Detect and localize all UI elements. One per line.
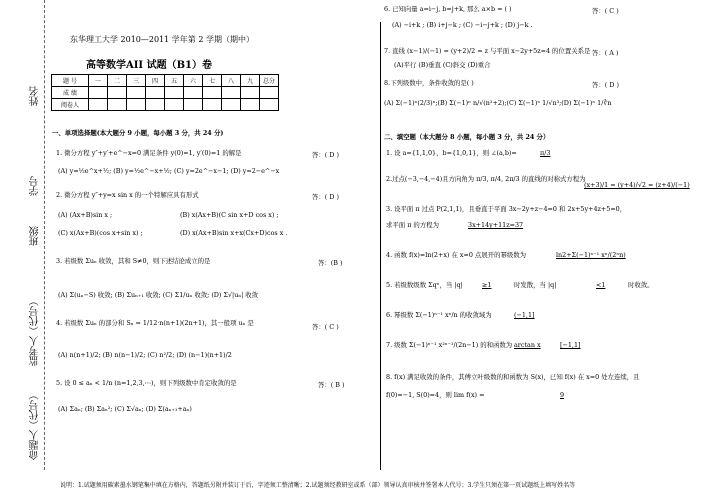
score-cell: 一 [89, 75, 108, 87]
fill-7-domain: [−1,1] [560, 341, 581, 349]
question-2-option-a: (A) (Ax+B)sin x ; [58, 211, 113, 219]
question-3: 3. 若级数 Σuₙ 收敛，其和 S≠0，则下述结论成立的是 [56, 257, 211, 265]
score-entry[interactable] [260, 87, 279, 99]
fill-5-answer-1: ≥1 [482, 281, 492, 289]
fill-1-answer: π/3 [540, 149, 551, 157]
question-1-options: (A) y=½e^x+½; (B) y=½e^−x+½; (C) y=2e^−x−1; (D) y=2−e^−x [58, 167, 280, 175]
fill-6: 6. 幂级数 Σ(−1)ⁿ⁻¹ xⁿ/n 的收敛域为 [386, 311, 492, 319]
score-entry[interactable] [146, 99, 165, 111]
question-1-answer: 答：( D ) [312, 151, 339, 159]
score-entry[interactable] [184, 87, 203, 99]
question-2: 2. 微分方程 y″+y=x sin x 的一个特解应具有形式 [56, 191, 199, 199]
reviewer-label: 命题人（代号） [30, 390, 41, 460]
score-cell: 阅卷人 [52, 99, 89, 111]
score-entry[interactable] [89, 87, 108, 99]
fill-1: 1. 设 a={1,1,0}，b={1,0,1}，则 ∠(a,b)= [386, 149, 517, 157]
column-divider [380, 22, 381, 470]
exam-title: 高等数学AII 试题（B1）卷 [86, 60, 213, 71]
score-cell: 六 [184, 75, 203, 87]
question-4-options: (A) n(n+1)/2; (B) n(n−1)/2; (C) n²/2; (D) (n−1)(n+1)/2 [58, 351, 232, 359]
fill-8: 8. f(x) 满足收敛的条件，其傅立叶级数的和函数为 S(x)，已知 f(x) 在 x=0 处左连续，且 [386, 373, 640, 381]
score-cell: 三 [127, 75, 146, 87]
fill-3-answer: 3x+14y+11z=37 [468, 221, 524, 229]
score-table-row [52, 99, 279, 111]
score-entry[interactable] [222, 87, 241, 99]
score-entry[interactable] [241, 87, 260, 99]
score-cell: 七 [203, 75, 222, 87]
score-cell: 九 [241, 75, 260, 87]
score-entry[interactable] [127, 87, 146, 99]
class-label: 班级 [30, 226, 41, 246]
score-cell: 总分 [260, 75, 279, 87]
score-cell: 五 [165, 75, 184, 87]
score-entry[interactable] [89, 99, 108, 111]
score-table [51, 74, 279, 111]
score-entry[interactable] [165, 87, 184, 99]
question-7-options: (A)平行 (B)垂直 (C)斜交 (D)重合 [394, 61, 491, 69]
fill-6-answer: (−1,1] [514, 311, 535, 319]
question-2-option-d: (D) x(Ax+B)sin x+x(Cx+D)cos x . [180, 229, 288, 237]
fill-8-answer: 9 [560, 391, 565, 399]
question-3-answer: 答：(B ) [318, 259, 343, 267]
fill-3: 3. 设平面 π 过点 P(2,1,1)，且垂直于平面 3x−2y+z−4=0 和 2x+5y+4z+5=0， [386, 205, 627, 213]
question-3-options: (A) Σ(uₙ−S) 收敛; (B) Σuₙ₊₁ 收敛; (C) Σ1/uₙ 收敛; (D) Σ√|uₙ| 收敛 [58, 291, 259, 299]
question-2-answer: 答：( D ) [312, 193, 339, 201]
score-table-row [52, 75, 279, 87]
score-entry[interactable] [222, 99, 241, 111]
score-cell: 题 号 [52, 75, 89, 87]
section-2-heading: 二、填空题（本大题分 8 小题，每小题 3 分，共 24 分） [384, 133, 550, 141]
fill-4: 4. 函数 f(x)=ln(2+x) 在 x=0 点展开的幂级数为 [386, 251, 527, 259]
score-entry[interactable] [146, 87, 165, 99]
question-6-options: (A) −i+k ; (B) i+j−k ; (C) −i−j+k ; (D) j−k . [392, 21, 533, 29]
student-no-label: 学号 [30, 176, 41, 196]
score-entry[interactable] [203, 87, 222, 99]
fill-3-line-2: 求平面 π 的方程为 [386, 221, 439, 229]
question-5-options: (A) Σaₙ; (B) Σaₙ²; (C) Σ√aₙ; (D) Σ(aₙ₊₁+aₙ) [58, 405, 192, 413]
question-1: 1. 微分方程 y″+y′+e^−x=0 满足条件 y(0)=1, y′(0)=1 的解是 [56, 149, 242, 157]
fill-8-line-2: f(0)=−1, S(0)=4，则 lim f(x) = [386, 391, 485, 399]
school-term-line: 东华理工大学 2010—2011 学年第 2 学期（期中） [70, 35, 254, 44]
name-label: 姓名 [30, 86, 41, 106]
question-5: 5. 设 0 ≤ aₙ < 1/n (n=1,2,3,⋯)，则下列级数中肯定收敛的是 [56, 379, 237, 387]
score-entry[interactable] [241, 99, 260, 111]
fill-7: 7. 级数 Σ(−1)ⁿ⁻¹ x²ⁿ⁻¹/(2n−1) 的和函数为 [386, 341, 513, 349]
score-entry[interactable] [165, 99, 184, 111]
question-4: 4. 若级数 Σuₙ 的部分和 Sₙ = 1/12·n(n+1)(2n+1)，其一般项 uₙ 是 [56, 319, 254, 327]
question-6: 6. 已知向量 a=i−j, b=j+k, 那么 a×b = ( ) [384, 5, 512, 13]
score-cell: 四 [146, 75, 165, 87]
score-table-row [52, 87, 279, 99]
score-entry[interactable] [127, 99, 146, 111]
question-2-option-c: (C) x(Ax+B)(cos x+sin x) ; [58, 229, 143, 237]
fill-7-answer: arctan x [514, 341, 541, 349]
question-8: 8.下列级数中，条件收敛的是( ) [384, 79, 474, 87]
fill-5-answer-2: <1 [596, 281, 606, 289]
fill-2: 2.过点(−3,−4,−4)且方向角为 π/3, π/4, 2π/3 的直线的对称式方程为 [386, 175, 586, 183]
question-5-answer: 答：( B ) [318, 381, 345, 389]
score-cell: 八 [222, 75, 241, 87]
score-cell: 二 [108, 75, 127, 87]
fill-5-end: 时收敛。 [628, 281, 654, 289]
fill-2-answer: (x+3)/1 = (y+4)/√2 = (z+4)/(−1) [584, 181, 690, 189]
score-entry[interactable] [108, 87, 127, 99]
question-8-answer: 答：( D ) [592, 81, 619, 89]
binding-dash-line [44, 0, 45, 470]
proctor-label: 监考人（代号） [30, 296, 41, 366]
question-8-options: (A) Σ(−1)ⁿ(2/3)ⁿ;(B) Σ(−1)ⁿ n/√(n²+2);(C) Σ(−1)ⁿ 1/√n³;(D) Σ(−1)ⁿ 1/∛n [384, 99, 612, 107]
score-entry[interactable] [260, 99, 279, 111]
fill-5: 5. 若级数级数 Σqⁿ，当 |q| [386, 281, 463, 289]
score-entry[interactable] [203, 99, 222, 111]
score-cell: 成 绩 [52, 87, 89, 99]
section-1-heading: 一、单项选择题(本大题分 9 小题，每小题 3 分，共 24 分) [52, 129, 224, 137]
fill-4-answer: ln2+Σ(−1)ⁿ⁻¹ xⁿ/(2ⁿn) [556, 251, 626, 259]
question-7-answer: 答：( A ) [592, 49, 619, 57]
fill-5-mid: 时发散，当 |q| [514, 281, 557, 289]
score-entry[interactable] [108, 99, 127, 111]
footer-note: 说明：1.试题须用碳素墨水钢笔集中填在方格内，答题纸另附并装订于后，字迹须工整清晰；2.试题须经教研室或系（部）领导认真审核并签署本人代号；3.学生只须在第一页试题纸上填写姓名等 [60, 482, 576, 489]
question-4-answer: 答：( C ) [312, 323, 339, 331]
question-2-option-b: (B) x(Ax+B)(C sin x+D cos x) ; [180, 211, 279, 219]
score-entry[interactable] [184, 99, 203, 111]
question-6-answer: 答：( C ) [592, 7, 619, 15]
question-7: 7. 直线 (x−1)/(−1) = (y+2)/2 = z 与平面 x−2y+5z=4 的位置关系是 [384, 47, 591, 55]
